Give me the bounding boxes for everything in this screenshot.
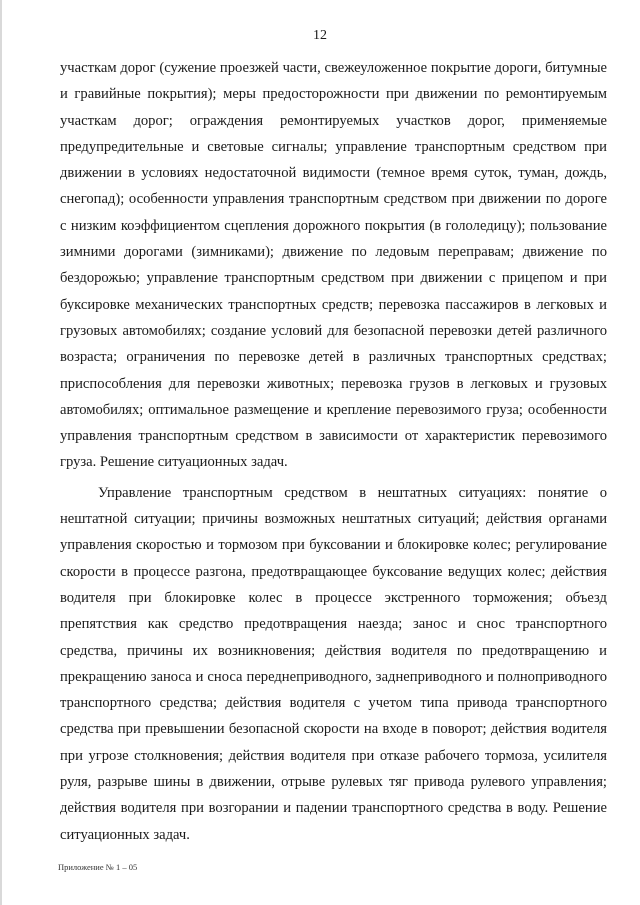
body-text [60,55,607,848]
paragraph-continued: участкам дорог (сужение проезжей части, свежеуложенное покрытие дороги, битумные и гравийные покрытия); меры предосторожности при движении по ремонтируемым участкам дорог; ограждения ремонтируемых участков дорог, применяемые предупредительные и световые сигналы; управление транспортным средством при движении в условиях недостаточной видимости (темное время суток, туман, дождь, снегопад); особенности управления транспортным средством при движении по дороге с низким коэффициентом сцепления дорожного покрытия (в гололедицу); пользование зимними дорогами (зимниками); движение по ледовым переправам; движение по бездорожью; управление транспортным средством при движении с прицепом и при буксировке механических транспортных средств; перевозка пассажиров в легковых и грузовых автомобилях; создание условий для безопасной перевозки детей различного возраста; ограничения по перевозке детей в различных транспортных средствах; приспособления для перевозки животных; перевозка грузов в легковых и грузовых автомобилях; оптимальное размещение и крепление перевозимого груза; особенности управления транспортным средством в зависимости от характеристик перевозимого груза. Решение ситуационных задач. [60,60,607,471]
page-number: 12 [313,28,327,43]
paragraph-emergency-situations: Управление транспортным средством в нештатных ситуациях: понятие о нештатной ситуации; причины возможных нештатных ситуаций; действия органами управления скоростью и тормозом при буксовании и блокировке колес; регулирование скорости в процессе разгона, предотвращающее буксование ведущих колес; действия водителя при блокировке колес в процессе экстренного торможения; объезд препятствия как средство предотвращения наезда; занос и снос транспортного средства, причины их возникновения; действия водителя по предотвращению и прекращению заноса и сноса переднеприводного, заднеприводного и полноприводного транспортного средства; действия водителя с учетом типа привода транспортного средства при превышении безопасной скорости на входе в поворот; действия водителя при угрозе столкновения; действия водителя при отказе рабочего тормоза, усилителя руля, разрыве шины в движении, отрыве рулевых тяг привода рулевого управления; действия водителя при возгорании и падении транспортного средства в воду. Решение ситуационных задач. [60,484,607,843]
scan-edge [0,0,2,905]
footer-note: Приложение № 1 – 05 [58,862,138,872]
